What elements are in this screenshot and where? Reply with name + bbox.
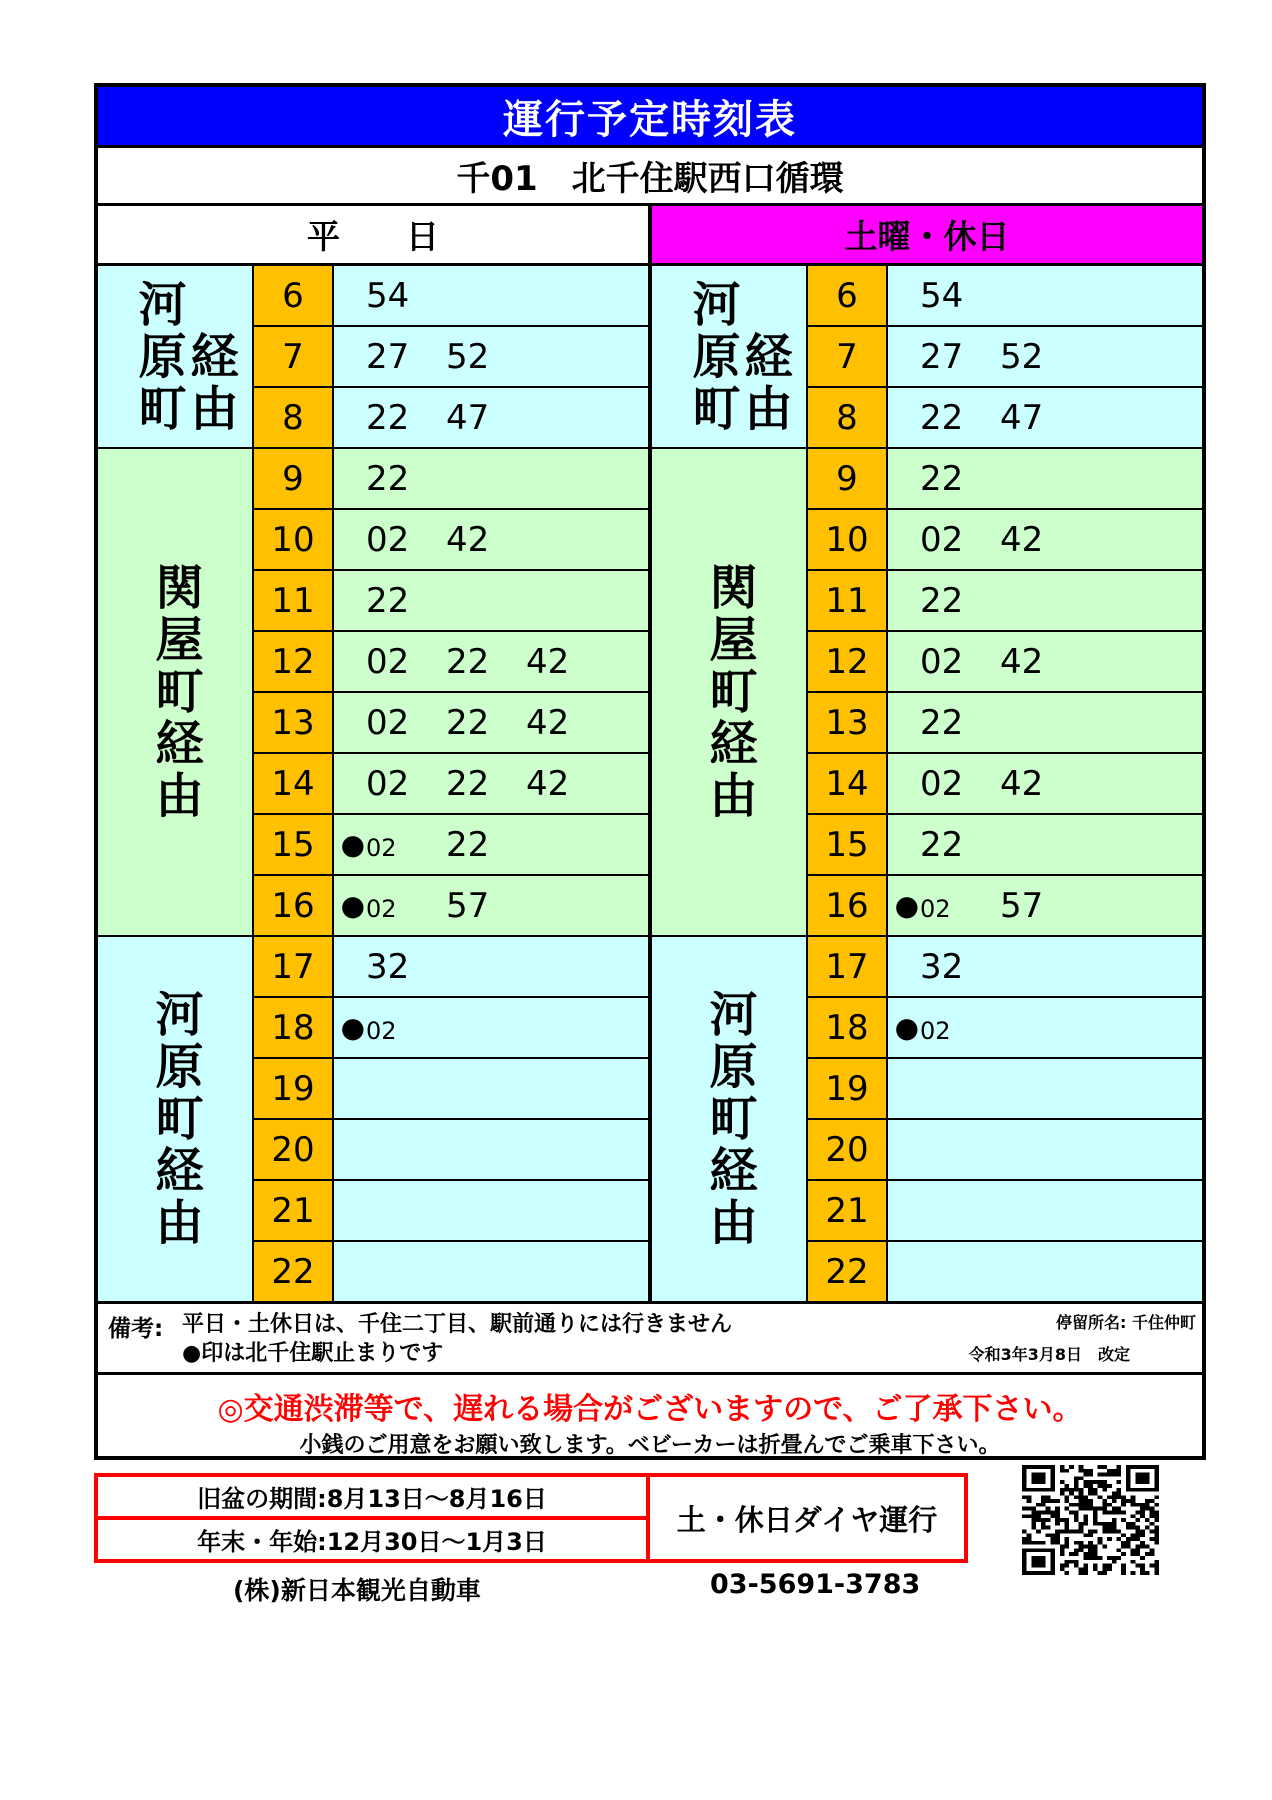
hour-cell: 17 [252,937,332,998]
departure-minute [366,519,446,560]
special-schedule-box [94,1473,968,1563]
departure-minute [920,824,1000,865]
title-bar [98,87,1202,148]
route-via-label [652,937,806,1303]
minute-value: 02 [366,641,410,682]
hour-cell: 9 [252,449,332,510]
departure-minute [920,519,1000,560]
minute-value: 22 [446,763,490,804]
minute-value: 47 [446,397,490,438]
minutes-cell [886,266,1202,327]
minute-value: 42 [1000,763,1044,804]
qr-modules [1022,1465,1159,1575]
departure-minute [340,827,446,862]
departure-minute [920,458,1000,499]
minute-value: 02 [920,641,964,682]
minutes-cell [332,1059,648,1120]
special-operation: 土・休日ダイヤ運行 [676,1502,938,1537]
schedule-holiday [652,266,1202,1303]
minutes-cell [886,632,1202,693]
minute-value: 22 [920,397,964,438]
notes-section [98,1303,1202,1375]
route-via-label [98,266,252,449]
departure-minute [340,888,446,923]
hour-cell: 21 [252,1181,332,1242]
route-via-text: 関屋町経由 [701,562,757,822]
timetable-frame [94,83,1206,1460]
departure-minute [894,1010,1000,1045]
minute-value: 32 [366,946,410,987]
departure-minute [1000,336,1080,377]
minutes-cell [886,693,1202,754]
minutes-cell [886,449,1202,510]
notes-line: ●印は北千住駅止まりです [182,1341,444,1366]
departure-minute [446,336,526,377]
minutes-cell [886,1059,1202,1120]
minute-value: 02 [920,519,964,560]
hour-cell: 12 [806,632,886,693]
minute-value: 02 [366,894,397,923]
departure-minute [920,397,1000,438]
departure-minute [446,763,526,804]
hour-cell: 19 [806,1059,886,1120]
hour-cell: 15 [806,815,886,876]
terminus-mark: ● [894,888,919,922]
schedule-header [98,206,1202,266]
route-via-label [652,266,806,449]
hour-cell: 6 [806,266,886,327]
route-via-text-group [701,989,757,1249]
route-via-text: 関屋町経由 [147,562,203,822]
departure-minute [446,885,526,926]
minute-value: 22 [366,458,410,499]
departure-minute [920,336,1000,377]
minutes-cell [332,1181,648,1242]
hour-cell: 15 [252,815,332,876]
departure-minute [446,397,526,438]
route-via-label [652,449,806,937]
minutes-cell [332,388,648,449]
departure-minute [920,763,1000,804]
minute-value: 42 [526,763,570,804]
departure-minute [1000,519,1080,560]
hour-cell: 8 [252,388,332,449]
departure-minute [366,641,446,682]
route-via-label [98,449,252,937]
departure-minute [920,702,1000,743]
route-via-text-group [684,278,792,435]
terminus-mark: ● [340,888,365,922]
hour-cell: 13 [252,693,332,754]
hour-cell: 12 [252,632,332,693]
departure-minute [526,702,606,743]
stop-name: 停留所名: 千住仲町 [1056,1313,1196,1332]
notes-lines [182,1310,732,1368]
hour-cell: 14 [252,754,332,815]
departure-minute [446,519,526,560]
header-weekday: 平 日 [98,206,652,263]
minute-value: 02 [366,702,410,743]
minute-value: 22 [920,580,964,621]
minute-value: 42 [446,519,490,560]
minutes-cell [332,937,648,998]
minute-value: 54 [366,275,410,316]
minute-value: 22 [920,702,964,743]
departure-minute [920,946,1000,987]
minute-value: 22 [366,397,410,438]
minutes-cell [332,632,648,693]
header-holiday: 土曜・休日 [652,206,1202,263]
departure-minute [1000,763,1080,804]
schedule-weekday [98,266,652,1303]
hour-cell: 20 [806,1120,886,1181]
hour-cell: 10 [806,510,886,571]
departure-minute [366,702,446,743]
route-via-text-group [130,278,238,435]
minute-value: 22 [446,702,490,743]
hour-cell: 11 [806,571,886,632]
minute-value: 02 [920,894,951,923]
departure-minute [446,702,526,743]
notes-label: 備考: [108,1316,164,1342]
departure-minute [366,580,446,621]
minute-value: 22 [366,580,410,621]
route-via-text: 河原町経由 [701,989,757,1249]
hour-cell: 8 [806,388,886,449]
qr-code-icon [1022,1465,1159,1575]
minute-value: 22 [920,458,964,499]
minute-value: 57 [1000,885,1044,926]
minute-value: 52 [1000,336,1044,377]
hour-cell: 20 [252,1120,332,1181]
minute-value: 02 [366,1016,397,1045]
minute-value: 02 [920,1016,951,1045]
minutes-cell [886,1181,1202,1242]
route-via-text-group [147,562,203,822]
departure-minute [894,888,1000,923]
minute-value: 42 [526,641,570,682]
departure-minute [366,275,446,316]
minutes-cell [332,449,648,510]
timetable-body [98,266,1202,1303]
route-via-text-group [701,562,757,822]
minutes-cell [332,876,648,937]
minute-value: 42 [1000,641,1044,682]
minutes-cell [886,1120,1202,1181]
terminus-mark: ● [340,1010,365,1044]
minutes-cell [886,998,1202,1059]
passenger-request: 小銭のご用意をお願い致します。ベビーカーは折畳んでご乗車下さい。 [299,1433,1001,1458]
minute-value: 27 [920,336,964,377]
minute-value: 02 [366,763,410,804]
minute-value: 22 [446,824,490,865]
company-name: (株)新日本観光自動車 [233,1576,481,1605]
route-via-label [98,937,252,1303]
route-via-text: 河原町 [130,278,186,435]
hour-cell: 17 [806,937,886,998]
hour-cell: 18 [252,998,332,1059]
departure-minute [366,397,446,438]
hour-cell: 22 [806,1242,886,1303]
minute-value: 42 [526,702,570,743]
minutes-cell [886,815,1202,876]
minute-value: 47 [1000,397,1044,438]
departure-minute [446,824,526,865]
route-name: 千01 北千住駅西口循環 [98,148,1202,206]
phone-number: 03-5691-3783 [710,1569,921,1600]
departure-minute [446,641,526,682]
delay-warning: ◎交通渋滞等で、遅れる場合がございますので、ご了承下さい。 [217,1392,1083,1427]
hour-cell: 6 [252,266,332,327]
hour-cell: 7 [252,327,332,388]
hour-cell: 7 [806,327,886,388]
hour-cell: 11 [252,571,332,632]
departure-minute [526,641,606,682]
departure-minute [920,641,1000,682]
minutes-cell [332,754,648,815]
minutes-cell [332,1120,648,1181]
hour-cell: 13 [806,693,886,754]
minutes-cell [332,815,648,876]
minutes-cell [332,327,648,388]
minutes-cell [886,327,1202,388]
departure-minute [366,336,446,377]
minutes-cell [886,754,1202,815]
departure-minute [1000,641,1080,682]
departure-minute [1000,397,1080,438]
route-via-text: 河原町経由 [147,989,203,1249]
route-via-text: 経由 [182,330,238,435]
hour-cell: 19 [252,1059,332,1120]
hour-cell: 18 [806,998,886,1059]
route-via-text: 経由 [736,330,792,435]
minutes-cell [332,571,648,632]
notice-section [98,1375,1202,1456]
minutes-cell [332,998,648,1059]
hour-cell: 22 [252,1242,332,1303]
hour-cell: 9 [806,449,886,510]
minute-value: 02 [366,833,397,862]
terminus-mark: ● [894,1010,919,1044]
hour-cell: 21 [806,1181,886,1242]
minute-value: 22 [446,641,490,682]
minute-value: 27 [366,336,410,377]
departure-minute [366,458,446,499]
minute-value: 32 [920,946,964,987]
departure-minute [1000,885,1080,926]
revision-date: 令和3年3月8日 改定 [968,1345,1130,1364]
minutes-cell [332,266,648,327]
departure-minute [366,946,446,987]
minutes-cell [886,1242,1202,1303]
minute-value: 42 [1000,519,1044,560]
special-periods [98,1477,650,1559]
minutes-cell [886,388,1202,449]
departure-minute [340,1010,446,1045]
hour-cell: 16 [252,876,332,937]
notes-line: 平日・土休日は、千住二丁目、駅前通りには行きません [182,1312,733,1337]
page-title: 運行予定時刻表 [503,96,797,143]
minute-value: 22 [920,824,964,865]
hour-cell: 10 [252,510,332,571]
minute-value: 02 [366,519,410,560]
minutes-cell [886,510,1202,571]
minute-value: 54 [920,275,964,316]
minutes-cell [332,1242,648,1303]
hour-cell: 14 [806,754,886,815]
minutes-cell [886,937,1202,998]
departure-minute [526,763,606,804]
minutes-cell [886,571,1202,632]
period-new-year: 年末・年始:12月30日～1月3日 [197,1528,547,1556]
minute-value: 52 [446,336,490,377]
minutes-cell [332,510,648,571]
route-via-text: 河原町 [684,278,740,435]
hour-cell: 16 [806,876,886,937]
minute-value: 57 [446,885,490,926]
terminus-mark: ● [340,827,365,861]
period-obon: 旧盆の期間:8月13日～8月16日 [98,1477,646,1520]
departure-minute [920,580,1000,621]
route-via-text-group [147,989,203,1249]
departure-minute [920,275,1000,316]
minutes-cell [332,693,648,754]
departure-minute [366,763,446,804]
minutes-cell [886,876,1202,937]
minute-value: 02 [920,763,964,804]
